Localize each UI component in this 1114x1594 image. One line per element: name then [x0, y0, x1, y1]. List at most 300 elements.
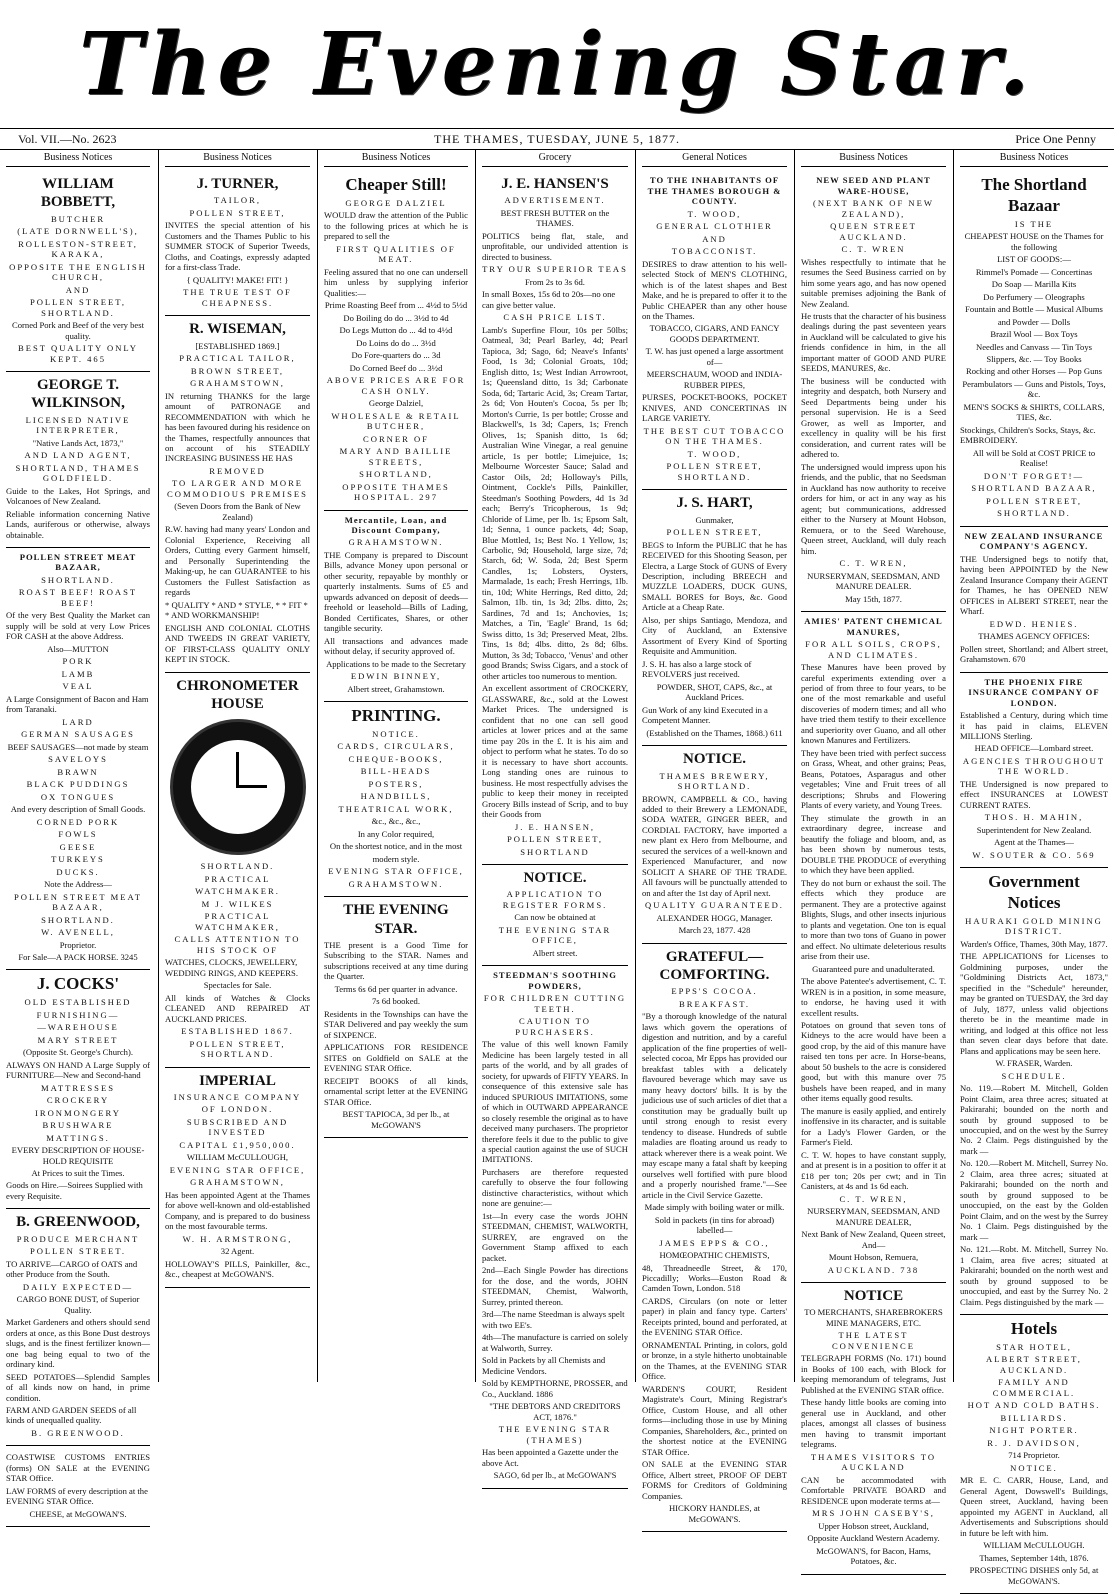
- ad-text: Can now be obtained at: [514, 912, 596, 923]
- ad-text: BEST TAPIOCA, 3d per lb., at McGOWAN'S: [342, 1109, 450, 1130]
- ad-text: FARM AND GARDEN SEEDS of all kinds of unequalled quality.: [6, 1405, 137, 1426]
- ad-text: Do Loins do do ... 3½d: [356, 337, 436, 348]
- ad-text: W. AVENELL,: [41, 927, 115, 938]
- ad-title: Government Notices: [988, 872, 1080, 913]
- ad-text: Needles and Canvass — Tin Toys: [976, 341, 1092, 352]
- ad-title: THE EVENING STAR.: [343, 902, 449, 937]
- ad-text: BEST QUALITY ONLY KEPT. 465: [17, 343, 139, 364]
- ad-text: MRS JOHN CASEBY'S,: [812, 1508, 935, 1519]
- ad-text: T. W. has just opened a large assortment of—: [645, 346, 784, 367]
- ad-text: (NEXT BANK OF NEW ZEALAND),: [813, 198, 934, 219]
- ad-text: GRAHAMSTOWN.: [348, 878, 444, 889]
- ad-title: Hotels: [1010, 1319, 1058, 1339]
- ad-title: WILLIAM BOBBETT,: [40, 176, 116, 211]
- column-7: [953, 150, 1114, 1586]
- ad-text: Of the very Best Quality the Market can supply will be sold at very Low Prices FOR CASH at the above Address.: [6, 610, 150, 642]
- ad-text: 714 Proprietor.: [1008, 1450, 1060, 1461]
- ad-text: Rocking and other Horses — Pop Guns: [965, 366, 1103, 377]
- ad-text: OPPOSITE THAMES HOSPITAL. 297: [342, 481, 450, 503]
- ad-text: CARDS, Circulars (on note or letter paper) in plain and fancy type. Carters' Receipts printed, bound and perforated, at the EVENING STAR Office.: [642, 1295, 787, 1338]
- ad-title: B. GREENWOOD,: [16, 1214, 140, 1231]
- ad-text: These handy little books are coming into general use in Auckland, and other places, amongst all classes of business men having to transmit important telegrams.: [801, 1397, 946, 1450]
- ad-text: POWDER, SHOT, CAPS, &c., at Auckland Prices.: [656, 681, 773, 703]
- ad-text: THE Company is prepared to Discount Bills, advance Money upon personal or other security, repayable by monthly or quarterly instalments. Sums of £5 and upwards advanced on deposit of deeds—freehold or leasehold—Bills of Lading, Bonded Certificates, Shares, or other tangible security.: [324, 549, 468, 634]
- ad-text: All transactions and advances made without delay, if security approved of.: [324, 635, 468, 657]
- ad-text: MR E. C. CARR, House, Land, and General Agent, Dowswell's Buildings, Queen street, Auckland, having been appointed my AGENT in Auckland, all Advertisements and Subscriptions should in future be left with him.: [960, 1475, 1108, 1538]
- ad-text: AGENCIES THROUGHOUT THE WORLD.: [962, 755, 1106, 777]
- ad-text: TO ARRIVE—CARGO of OATS and other Produce from the South.: [6, 1258, 138, 1280]
- advertisement: [642, 171, 787, 490]
- ad-text: Next Bank of New Zealand, Queen street, And—: [801, 1229, 946, 1250]
- ad-text: IN returning THANKS for the large amount of PATRONAGE and RECOMMENDATION with which he has been favoured during his residence on the Thames, respectfully announces that on account of his STEADILY INCREASING BUSINESS HE HAS: [165, 390, 310, 464]
- ad-text: 48, Threadneedle Street, & 170, Piccadilly; Works—Euston Road & Camden Town, London. 518: [642, 1262, 787, 1294]
- ad-text: In any Color required,: [357, 828, 435, 839]
- ad-text: These Manures have been proved by careful experiments extending over a period of from three to four years, to be one of the most remarkable and useful discoveries of modern times; and all who have tried them testify to their excellence and superiority over Guano, and all other known Manures and Fertilizers.: [801, 662, 946, 746]
- ad-text: LAW FORMS of every description at the EVENING STAR Office.: [6, 1485, 148, 1507]
- section-header: Business Notices: [165, 150, 310, 167]
- ad-text: In small Boxes, 15s 6d to 20s—no one can give better value.: [482, 289, 616, 310]
- ad-text: EDWIN BINNEY,: [350, 671, 442, 682]
- ad-text: CARGO BONE DUST, of Superior Quality.: [16, 1294, 140, 1315]
- ad-text: At Prices to suit the Times.: [31, 1167, 125, 1178]
- column-6: [794, 150, 952, 1567]
- ad-text: Made simply with boiling water or milk.: [644, 1202, 785, 1213]
- ad-text: LICENSED NATIVE INTERPRETER,: [25, 414, 131, 436]
- ad-text: RECEIPT BOOKS of all kinds, ornamental script letter at the EVENING STAR Office.: [324, 1075, 468, 1107]
- ad-text: LARD: [62, 716, 94, 727]
- ad-text: THE APPLICATIONS for Licenses to Goldmining purposes, under the "Goldmining Districts Act, 1873," specified in the "Schedule" hereunder, may be granted on TUESDAY, the 3rd day of July, 1877, unless valid objections thereto be in the meantime made in writing, and lodged at this office not less than seven clear days before that date. Plans and applications may be seen here.: [960, 951, 1108, 1056]
- ad-text: OLD ESTABLISHED: [24, 997, 132, 1008]
- ad-text: BILL-HEADS: [360, 766, 432, 777]
- ad-text: NOTICE.: [1010, 1462, 1058, 1473]
- column-4: [475, 150, 634, 1481]
- ad-text: Albert street, Grahamstown.: [347, 683, 445, 694]
- ad-text: SAVELOYS: [48, 754, 108, 765]
- ad-text: BROWN, CAMPBELL & CO., having added to their Brewery a LEMONADE, SODA WATER, GINGER BEER, and CORDIAL FACTORY, have imported a new plant ex Hero from Melbourne, and secured the services of a well-known and Experienced Manufacturer, and now SOLICIT A SHARE OF THE TRADE. All favours will be punctually attended to on and after the 1st day of April next.: [642, 793, 787, 898]
- ad-text: POLLEN STREET, SHORTLAND.: [29, 297, 127, 318]
- ad-text: Residents in the Townships can have the STAR Delivered and pay weekly the sum of SIXPENCE.: [324, 1008, 468, 1040]
- ad-text: OX TONGUES: [40, 791, 116, 802]
- section-header: Business Notices: [960, 150, 1108, 167]
- ad-text: BEEF SAUSAGES—not made by steam: [7, 741, 149, 752]
- advertisement: [6, 970, 150, 1209]
- ad-text: PRACTICAL TAILOR,: [179, 353, 296, 364]
- ad-text: NIGHT PORTER.: [989, 1425, 1079, 1436]
- ad-text: DUCKS.: [56, 866, 100, 877]
- advertisement: [642, 490, 787, 746]
- ad-text: SAGO, 6d per lb., at McGOWAN'S: [493, 1470, 617, 1481]
- ad-text: Thames, September 14th, 1876.: [979, 1552, 1089, 1563]
- ad-text: Terms 6s 6d per quarter in advance.: [334, 983, 458, 994]
- ad-text: CAUTION TO PURCHASERS.: [515, 1016, 595, 1037]
- ad-text: Superintendent for New Zealand.: [976, 824, 1092, 835]
- advertisement: [642, 746, 787, 944]
- ad-text: TURKEYS: [51, 854, 105, 865]
- ad-title: J. TURNER,: [196, 176, 279, 193]
- advertisement: [6, 1446, 150, 1527]
- ad-text: CROCKERY: [46, 1095, 110, 1106]
- ad-text: CHEESE, at McGOWAN'S.: [29, 1508, 127, 1519]
- ad-text: &c., &c., &c.,: [371, 816, 421, 827]
- ad-text: Do Legs Mutton do ... 4d to 4½d: [339, 325, 453, 336]
- ad-title: NOTICE: [843, 1288, 904, 1305]
- ad-text: Guide to the Lakes, Hot Springs, and Volcanoes of New Zealand.: [6, 485, 150, 507]
- ad-text: TRY OUR SUPERIOR TEAS: [482, 264, 628, 275]
- ad-text: Wishes respectfully to intimate that he resumes the Seed Business carried on by him some years ago, and has now opened suitable premises adjoining the Bank of New Zealand.: [801, 256, 946, 309]
- ad-text: SUBSCRIBED AND INVESTED: [186, 1116, 289, 1138]
- ad-text: ORNAMENTAL Printing, in colors, gold or bronze, in a style hitherto unobtainable on the Thames, at the EVENING STAR Office.: [642, 1339, 787, 1382]
- ad-text: HICKORY HANDLES, at McGOWAN'S.: [668, 1503, 761, 1524]
- ad-title: J. S. HART,: [676, 495, 753, 512]
- ad-text: 3rd—The name Steedman is always spelt with two EE's.: [482, 1309, 625, 1330]
- ad-text: T. WOOD,: [687, 448, 742, 459]
- ad-text: All kinds of Watches & Clocks CLEANED AND REPAIRED AT AUCKLAND PRICES.: [165, 992, 310, 1024]
- clock-illustration: [170, 719, 306, 855]
- ad-text: AND LAND AGENT,: [24, 450, 132, 461]
- ad-text: Has been appointed Agent at the Thames for above well-known and old-established Company, and is prepared to do business on the most favourable terms.: [165, 1189, 310, 1232]
- ad-text: SHORTLAND: [520, 846, 590, 857]
- ad-text: APPLICATION TO REGISTER FORMS.: [502, 889, 608, 910]
- ad-text: A Large Consignment of Bacon and Ham from Taranaki.: [6, 693, 149, 715]
- ad-text: Sold in packets (in tins for abroad) labelled—: [654, 1214, 775, 1236]
- ad-text: Rimmel's Pomade — Concertinas: [975, 266, 1093, 277]
- ad-text: Corned Pork and Beef of the very best quality.: [12, 320, 144, 341]
- ad-text: On the shortest notice, and in the most: [329, 841, 463, 852]
- issue-date: THE THAMES, TUESDAY, JUNE 5, 1877.: [434, 132, 680, 146]
- ad-text: POLLEN STREET,: [666, 527, 763, 538]
- ad-text: POLLEN STREET MEAT BAZAAR,: [14, 891, 142, 913]
- ad-text: THAMES BREWERY, SHORTLAND.: [659, 770, 770, 792]
- ad-text: 2nd—Each Single Powder has directions for the dose, and the words, JOHN STEEDMAN, Chemist, Walworth, Surrey, printed thereon.: [482, 1265, 628, 1307]
- ad-text: IRONMONGERY: [35, 1107, 121, 1118]
- ad-text: Purchasers are therefore requested carefully to observe the four following distinctive characteristics, without which none are genuine:—: [482, 1166, 628, 1209]
- ad-text: CORNER OF: [363, 433, 429, 444]
- ad-text: STAR HOTEL,: [996, 1341, 1072, 1352]
- ad-text: GENERAL CLOTHIER: [656, 221, 773, 232]
- ad-text: INSURANCE COMPANY: [173, 1091, 302, 1102]
- ad-text: "THE DEBTORS AND CREDITORS ACT, 1876.": [489, 1401, 621, 1422]
- ad-text: ESTABLISHED 1867.: [181, 1026, 294, 1037]
- ad-text: APPLICATIONS FOR RESIDENCE SITES on Goldfield on SALE at the EVENING STAR Office.: [324, 1042, 468, 1074]
- ad-text: J. E. HANSEN,: [514, 821, 596, 832]
- ad-text: ADVERTISEMENT.: [504, 195, 606, 206]
- ad-text: ABOVE PRICES ARE FOR CASH ONLY.: [326, 375, 466, 396]
- ad-text: WILLIAM McCULLOUGH.: [983, 1540, 1085, 1551]
- ad-text: PURSES, POCKET-BOOKS, POCKET KNIVES, AND CONCERTINAS IN LARGE VARIETY.: [642, 392, 787, 424]
- ad-title: GEORGE T. WILKINSON,: [31, 377, 125, 412]
- ad-text: HOLLOWAY'S PILLS, Painkiller, &c., &c., cheapest at McGOWAN'S.: [165, 1258, 310, 1280]
- ad-text: MARY STREET: [37, 1034, 119, 1045]
- advertisement: [482, 171, 628, 865]
- ad-text: ALBERT STREET, AUCKLAND.: [986, 1354, 1082, 1375]
- ad-text: PRACTICAL WATCHMAKER,: [195, 911, 280, 932]
- ad-text: 32 Agent.: [220, 1246, 255, 1257]
- ad-text: Fountain and Bottle — Musical Albums: [965, 304, 1103, 315]
- ad-text: SEED POTATOES—Splendid Samples of all kinds now on hand, in prime condition.: [6, 1371, 150, 1403]
- ad-text: IS THE: [1014, 218, 1054, 229]
- ad-text: R. J. DAVIDSON,: [987, 1437, 1081, 1448]
- ad-text: THE Undersigned begs to notify that, having been APPOINTED by the New Zealand Insurance Company their AGENT for Thames, he has OPENED NEW OFFICES in ALBERT STREET, near the Wharf.: [960, 553, 1108, 617]
- ad-text: PROSPECTING DISHES only 5d, at McGOWAN'S.: [969, 1565, 1099, 1586]
- ad-text: 4th—The manufacture is carried on solely at Walworth, Surrey.: [482, 1332, 628, 1353]
- ad-text: ALWAYS ON HAND A Large Supply of FURNITURE—New and Second-hand: [6, 1059, 150, 1081]
- ad-text: FOR CHILDREN CUTTING TEETH.: [483, 993, 627, 1014]
- ad-text: CAPITAL £1,950,000.: [179, 1139, 296, 1150]
- section-header: Business Notices: [6, 150, 150, 167]
- ad-text: No. 120.—Robert M. Mitchell, Surrey No. 2 Claim, area three acres; situated at Pakirarahi; bounded on the north and south by ground supposed to be unoccupied, on the east by the Golden Point Claim, and on the west by the Surrey No. 1 Claim. Pegs distinguished by the mark —: [960, 1158, 1108, 1242]
- ad-text: SHORTLAND BAZAAR,: [971, 483, 1097, 494]
- ad-text: DON'T FORGET!—: [983, 470, 1085, 481]
- column-2: [158, 150, 316, 1382]
- ad-text: C. T. WREN,: [839, 1193, 908, 1204]
- ad-title: NOTICE.: [683, 751, 746, 768]
- ad-text: SCHEDULE.: [1001, 1070, 1067, 1081]
- ad-text: He trusts that the character of his business dealings during the past seventeen years in Auckland will be calculated to give his friends confidence in him, in the all important matter of GOOD AND PURE SEEDS, MANURES, &c.: [801, 311, 946, 374]
- ad-text: May 15th, 1877.: [845, 593, 902, 604]
- ad-text: Goods on Hire.—Soirees Supplied with every Requisite.: [6, 1180, 143, 1201]
- ad-text: POLLEN STREET,: [506, 834, 604, 845]
- ad-text: ROLLESTON-STREET, KARAKA,: [18, 238, 138, 260]
- ad-text: COASTWISE CUSTOMS ENTRIES (forms) ON SALE at the EVENING STAR Office.: [6, 1452, 150, 1484]
- ad-text: BILLIARDS.: [1000, 1412, 1068, 1423]
- ad-text: TOBACCO, CIGARS, AND FANCY GOODS DEPARTMENT.: [649, 323, 780, 344]
- ad-text: NOTICE.: [372, 729, 420, 739]
- ad-text: Lamb's Superfine Flour, 10s per 50lbs; Oatmeal, 3d; Pearl Barley, 4d; Pearl Tapioca, 3d; Sago, 6d; Neave's Infants' Food, 1s 3d; Colonial Groats, 10d; English ditto, 1s; West Indian Arrowroot, 1s; Queensland ditto, 1s 3d; Carbonate Soda, 6d; Tartaric Acid, 3s; Cream Tartar, 2s 6d; Von Houten's Cocoa, 5s per lb; Morton's Currie, 1s per bottle; Crosse and Blackwell's, 1s 3d; Capers, 1s; French Olives, 1s; Spanish ditto, 1s 6d; Australian Wine Vinegar, a real genuine article, 1s per bottle; Limejuice, 1s; Melbourne Worcester Sauce; Salad and Castor Oils, 2d; Holloway's Pills, Ointment, Cockle's Pills, Painkiller, Steedman's Soothing Powders, 4d 1s 3d each; Berry's Tricopherous, 1s 9d; Chloride of Lime, per lb. 1s; Epsom Salt, 1d; Senna, 1 ounce packets, 4d; Soap, Blue Mottled, 1s; Best No. 1 Yellow, 1s; Carbolic, 9d; Household, large size, 7d; Starch, 6d; W. Soda, 2d; Best Sperm Candles, 1s; Lobsters, Oysters, Marmalade, 1s each; Fresh Herrings, 1lb. tin, 10d; White Herrings, Red ditto, 2d; Salmon, 1lb. tin, 1s 3d; 2lbs. ditto, 2s; Sardines, 7d and 1s; Anchovies, 1s; Matches, a Tin, 'Eagle' Brand, 1s 6d; Swiss ditto, 1s 3d; Preserved Meat, 2lbs. Tins, 1s 8d; 4lbs. ditto, 2s 8d; 6lbs. Mutton, 3s 3d; Tobacco, 'Venus' and other good Brands; Swiss Cigars, and a stock of other articles too numerous to mention.: [482, 324, 628, 681]
- ad-text: (Seven Doors from the Bank of New Zealand): [174, 501, 301, 522]
- ad-text: Feeling assured that no one can undersell him unless by supplying inferior Qualities:—: [324, 266, 468, 298]
- ad-title: Mercantile, Loan, and Discount Company,: [344, 514, 448, 535]
- ad-title: J. E. HANSEN'S: [501, 176, 609, 193]
- ad-text: EVERY DESCRIPTION OF HOUSE-HOLD REQUISITE: [11, 1145, 145, 1166]
- ad-text: Do Corned Beef do ... 3½d: [349, 362, 443, 373]
- ad-text: "By a thorough knowledge of the natural laws which govern the operations of digestion and nutrition, and by a careful application of the fine properties of well-selected cocoa, Mr Epps has provided our breakfast tables with a delicately flavoured beverage which may save us many heavy doctors' bills. It is by the judicious use of such articles of diet that a constitution may be gradually built up until strong enough to resist every tendency to disease. Hundreds of subtle maladies are floating around us ready to attack wherever there is a weak point. We may escape many a fatal shaft by keeping ourselves well fortified with pure blood and a properly nourished frame."—See article in the Civil Service Gazette.: [642, 1011, 787, 1200]
- ad-text: BROWN STREET,: [190, 365, 285, 376]
- ad-text: They do not burn or exhaust the soil. The effects which they produce are permanent. They are a protective against Blights, Slugs, and other insects injurious to plants and vegetation. One ton is equal to more than two tons of Guano in power and effect. No ultimate deleterious results arise from their use.: [801, 877, 946, 962]
- ad-text: The value of this well known Family Medicine has been largely tested in all parts of the world, and by all grades of society, for upwards of FIFTY YEARS. In consequence of this extensive sale has induced SPURIOUS IMITATIONS, some of which in OUTWARD APPEARANCE so closely resemble the original as to have deceived many purchasers. The proprietor therefore feels it due to the public to give a special caution against the use of SUCH IMITATIONS.: [482, 1039, 628, 1165]
- ad-text: March 23, 1877. 428: [678, 925, 751, 936]
- ad-text: GERMAN SAUSAGES: [21, 729, 135, 740]
- ad-title: J. COCKS': [36, 974, 120, 994]
- ad-text: THE TRUE TEST OF CHEAPNESS.: [183, 287, 292, 308]
- ad-text: Do Boiling do do ... 3½d to 4d: [343, 312, 449, 323]
- ad-text: All will be Sold at COST PRICE to Realise!: [972, 447, 1096, 469]
- ad-text: C. T. WREN: [841, 244, 906, 255]
- ad-text: SHORTLAND.: [41, 574, 115, 585]
- advertisement: [960, 171, 1108, 527]
- ad-text: QUALITY GUARANTEED.: [645, 900, 784, 911]
- ad-text: Agent at the Thames—: [994, 837, 1074, 848]
- ad-text: CALLS ATTENTION TO HIS STOCK OF: [174, 934, 301, 955]
- ad-text: 1st—In every case the words JOHN STEEDMAN, CHEMIST, WALWORTH, SURREY, are engraved on the Government Stamp affixed to each packet.: [482, 1210, 628, 1263]
- ad-text: GRAHAMSTOWN,: [190, 1177, 285, 1188]
- ad-text: CASH PRICE LIST.: [503, 312, 607, 323]
- ad-title: NEW ZEALAND INSURANCE COMPANY'S AGENCY.: [964, 530, 1104, 552]
- ad-text: T. WOOD,: [687, 208, 742, 219]
- ad-text: M J. WILKES: [201, 898, 274, 909]
- ad-text: J. S. H. has also a large stock of REVOLVERS just received.: [642, 658, 752, 680]
- ad-text: [ESTABLISHED 1869.]: [195, 340, 280, 351]
- section-header: Business Notices: [801, 150, 946, 167]
- ad-text: ALEXANDER HOGG, Manager.: [656, 912, 773, 923]
- ad-text: Potatoes on ground that seven tons of Kidneys to the acre would have been a good crop, by the aid of this manure have raised ten tons per acre. In Horse-beans, about 50 bushels to the acre is considered good, but with this manure over 75 bushels have been reaped, and in many other items equally good results.: [801, 1020, 946, 1104]
- ad-text: JAMES EPPS & CO.,: [659, 1237, 770, 1248]
- ad-text: (Opposite St. George's Church).: [23, 1047, 133, 1058]
- ad-text: AND: [702, 233, 727, 244]
- ad-text: TOBACCONIST.: [671, 246, 758, 257]
- ad-text: Spectacles for Sale.: [203, 980, 272, 991]
- ad-text: Reliable information concerning Native Lands, auriferous or otherwise, always obtainable.: [6, 508, 150, 540]
- ad-text: POLLEN STREET,: [189, 207, 286, 218]
- ad-text: WILLIAM McCULLOUGH,: [186, 1152, 289, 1163]
- ad-text: CHEAPEST HOUSE on the Thames for the following: [964, 231, 1104, 252]
- ad-text: FAMILY AND COMMERCIAL.: [992, 1377, 1076, 1398]
- ad-text: Gun Work of any kind Executed in a Competent Manner.: [642, 704, 768, 726]
- ad-text: FOWLS: [58, 829, 98, 840]
- ad-text: * QUALITY * AND * STYLE, * * FIT * * AND WORKMANSHIP!: [165, 599, 308, 621]
- ad-text: For Sale—A PACK HORSE. 3245: [18, 951, 138, 962]
- ad-text: LAMB: [61, 668, 95, 679]
- ad-title: GRATEFUL—COMFORTING.: [659, 948, 770, 984]
- ad-text: (Established on the Thames, 1868.) 611: [646, 727, 783, 738]
- ad-text: EDWD. HENIES.: [989, 618, 1079, 629]
- ad-text: NURSERYMAN, SEEDSMAN, AND MANURE DEALER,: [807, 1206, 940, 1227]
- ad-text: FOR ALL SOILS, CROPS, AND CLIMATES.: [805, 639, 942, 660]
- advertisement: [801, 612, 946, 1283]
- ad-text: THAMES AGENCY OFFICES:: [978, 631, 1090, 642]
- ad-text: SHORTLAND.: [200, 861, 275, 872]
- ad-text: The business will be conducted with integrity and despatch, both Nursery and Seed Departments being under his personal supervision. He is a Seed Grower, as well as Importer, and excellency in quality will be his first consideration, and current rates will be adhered to.: [801, 375, 946, 460]
- ad-text: Do Perfumery — Oleographs: [983, 291, 1085, 302]
- ad-text: THAMES VISITORS TO AUCKLAND: [810, 1451, 937, 1473]
- masthead: [0, 0, 1114, 130]
- advertisement: [165, 316, 310, 672]
- ad-text: Opposite Auckland Western Academy.: [807, 1533, 940, 1544]
- ad-text: POLLEN STREET, SHORTLAND.: [666, 461, 763, 482]
- ad-text: MEN'S SOCKS & SHIRTS, COLLARS, TIES, &c.: [963, 401, 1105, 423]
- ad-title: TO THE INHABITANTS OF THE THAMES BOROUGH & COUNTY.: [647, 175, 782, 207]
- ad-text: TO MERCHANTS, SHAREBROKERS MINE MANAGERS, ETC.: [804, 1307, 943, 1328]
- ad-text: CARDS, CIRCULARS,: [337, 741, 455, 752]
- ad-text: THE present is a Good Time for Subscribing to the STAR. Names and subscriptions received at any time during the Quarter.: [324, 939, 468, 982]
- ad-text: HEAD OFFICE—Lombard street.: [974, 743, 1094, 754]
- ad-text: CAN be accommodated with Comfortable PRIVATE BOARD and RESIDENCE upon moderate terms at—: [801, 1474, 946, 1506]
- ad-text: OPPOSITE THE ENGLISH CHURCH,: [9, 261, 147, 283]
- ad-text: —WAREHOUSE: [37, 1022, 119, 1033]
- ad-text: C. T. W. hopes to have constant supply, and at present is in a position to offer it at £18 per ton; 20s per cwt; and in Tin Canisters, at 4s and 1s 6d each.: [801, 1149, 946, 1192]
- ad-text: Perambulators — Guns and Pistols, Toys, &c.: [962, 378, 1106, 400]
- ad-text: PRODUCE MERCHANT: [16, 1233, 140, 1244]
- ad-text: THOS. H. MAHIN,: [984, 812, 1084, 823]
- ad-text: Sold by KEMPTHORNE, PROSSER, and Co., Auckland. 1886: [482, 1378, 628, 1399]
- dateline: [0, 128, 1114, 150]
- ad-text: and Powder — Dolls: [997, 316, 1071, 327]
- ad-text: ON SALE at the EVENING STAR Office, Albert street, PROOF OF DEBT FORMS for Creditors of Goldmining Companies.: [642, 1459, 787, 1501]
- ad-text: WOULD draw the attention of the Public to the following prices at which he is prepared to sell the: [324, 210, 468, 242]
- ad-text: BEST FRESH BUTTER on the THAMES.: [500, 207, 610, 229]
- ad-text: They stimulate the growth in an extraordinary degree, increase and beautify the foliage and bloom, and, as has been shown by numerous tests, DOUBLE THE PRODUCE of everything to which they have been applied.: [801, 812, 946, 876]
- ad-text: WARDEN'S COURT, Resident Magistrate's Court, Mining Registrar's Office, Custom House, and all other forms—including those in use by Mining Companies, Shareholders, &c., printed on the shortest notice at the EVENING STAR Office.: [642, 1383, 787, 1457]
- advertisement: [6, 171, 150, 372]
- ad-title: THE PHOENIX FIRE INSURANCE COMPANY OF LONDON.: [968, 676, 1100, 708]
- ad-text: R.W. having had many years' London and Colonial Experience, Receiving all Orders, Cutting every Garment himself, and Personally Superintending the Making-up, he can GUARANTEE to his Customers the Fullest Satisfaction as regards: [165, 524, 310, 598]
- column-5: [635, 150, 793, 1524]
- ad-text: McGOWAN'S, for Bacon, Hams, Potatoes, &c.: [816, 1545, 931, 1567]
- ad-text: Gunmaker,: [695, 514, 734, 525]
- ad-text: B. GREENWOOD.: [31, 1427, 125, 1438]
- ad-text: SHORTLAND,: [359, 469, 433, 480]
- section-header: General Notices: [642, 150, 787, 167]
- ad-text: Mount Hobson, Remuera,: [828, 1252, 919, 1263]
- ad-text: TAILOR,: [214, 195, 261, 206]
- ad-text: FIRST QUALITIES OF MEAT.: [336, 243, 456, 265]
- ad-text: { QUALITY! MAKE! FIT! }: [186, 274, 289, 285]
- ad-text: CORNED PORK: [36, 816, 120, 827]
- ad-text: MATTINGS.: [46, 1132, 110, 1143]
- ad-text: The undersigned would impress upon his friends, and the public, that no Seedsman in Auckland has now authority to receive orders for him, or act in any way as his agent; but communications, addressed either to the Nursery at Mount Hobson, Remuera, or to the Seed Warehouse, Queen street, Auckland, will duly reach him.: [801, 461, 946, 556]
- ad-text: modern style.: [372, 853, 420, 864]
- ad-text: POLLEN STREET, SHORTLAND.: [189, 1038, 286, 1060]
- advertisement: [324, 702, 468, 897]
- ad-text: Guaranteed pure and unadulterated.: [812, 963, 935, 974]
- ad-text: No. 119.—Robert M. Mitchell, Golden Point Claim, area three acres; situated at Pakirarahi; bounded on the north and south by ground supposed to be unoccupied, and on the west by the Surrey No. 2 Claim. Pegs distinguished by the mark —: [960, 1083, 1108, 1156]
- ad-text: Do Fore-quarters do ... 3d: [351, 350, 441, 361]
- ad-text: POLITICS being flat, stale, and unprofitable, our undivided attention is directed to business.: [482, 230, 628, 262]
- ad-text: (LATE DORNWELL'S),: [17, 226, 139, 237]
- section-header: Business Notices: [324, 150, 468, 167]
- ad-text: Also—MUTTON: [47, 643, 109, 654]
- advertisement: [6, 372, 150, 548]
- ad-text: SHORTLAND.: [41, 914, 115, 925]
- ad-title: R. WISEMAN,: [189, 321, 286, 338]
- ad-text: BUTCHER: [50, 213, 106, 224]
- advertisement: [324, 897, 468, 1138]
- ad-text: FURNISHING—: [36, 1009, 120, 1020]
- ad-text: THE Undersigned is now prepared to effect INSURANCES at LOWEST CURRENT RATES.: [960, 778, 1108, 810]
- ad-text: Slippers, &c. — Toy Books: [986, 353, 1082, 364]
- ad-text: BREAKFAST.: [678, 998, 750, 1009]
- advertisement: [482, 966, 628, 1488]
- advertisement: [642, 944, 787, 1532]
- ad-text: LIST OF GOODS:—: [997, 254, 1071, 265]
- ad-text: NURSERYMAN, SEEDSMAN, AND MANURE DEALER.: [807, 570, 940, 592]
- ad-text: HOMŒOPATHIC CHEMISTS,: [659, 1250, 770, 1261]
- ad-title: STEEDMAN'S SOOTHING POWDERS,: [493, 970, 617, 991]
- column-1: [0, 150, 156, 1519]
- ad-text: GRAHAMSTOWN,: [190, 378, 285, 389]
- ad-title: NOTICE.: [523, 870, 587, 887]
- advertisement: [960, 868, 1108, 1315]
- ad-text: OF LONDON.: [201, 1104, 274, 1115]
- advertisement: [801, 171, 946, 612]
- ad-text: GEESE: [59, 841, 97, 852]
- ad-text: Upper Hobson street, Auckland,: [818, 1520, 929, 1531]
- ad-text: DAILY EXPECTED—: [22, 1281, 134, 1292]
- ad-text: SHORTLAND.: [997, 508, 1071, 519]
- newspaper-title: The Evening Star.: [78, 14, 1036, 115]
- ad-text: And every description of Small Goods.: [10, 804, 146, 815]
- ad-text: POSTERS,: [368, 778, 424, 789]
- advertisement: [165, 171, 310, 316]
- ad-text: 7s 6d booked.: [372, 996, 420, 1007]
- ad-text: W. FRASER, Warden.: [995, 1058, 1073, 1069]
- advertisement: [165, 1068, 310, 1288]
- ad-text: Also, per ships Santiago, Mendoza, and City of Auckland, an Extensive Assortment of Every Kind of Sporting Requisite and Ammunition.: [642, 614, 787, 657]
- ad-text: EPPS'S COCOA.: [671, 986, 758, 997]
- ad-text: WATCHES, CLOCKS, JEWELLERY, WEDDING RINGS, AND KEEPERS.: [165, 957, 298, 978]
- ad-text: Albert street.: [532, 947, 578, 958]
- ad-text: POLLEN STREET.: [29, 1246, 127, 1257]
- ad-text: Warden's Office, Thames, 30th May, 1877.: [960, 938, 1108, 949]
